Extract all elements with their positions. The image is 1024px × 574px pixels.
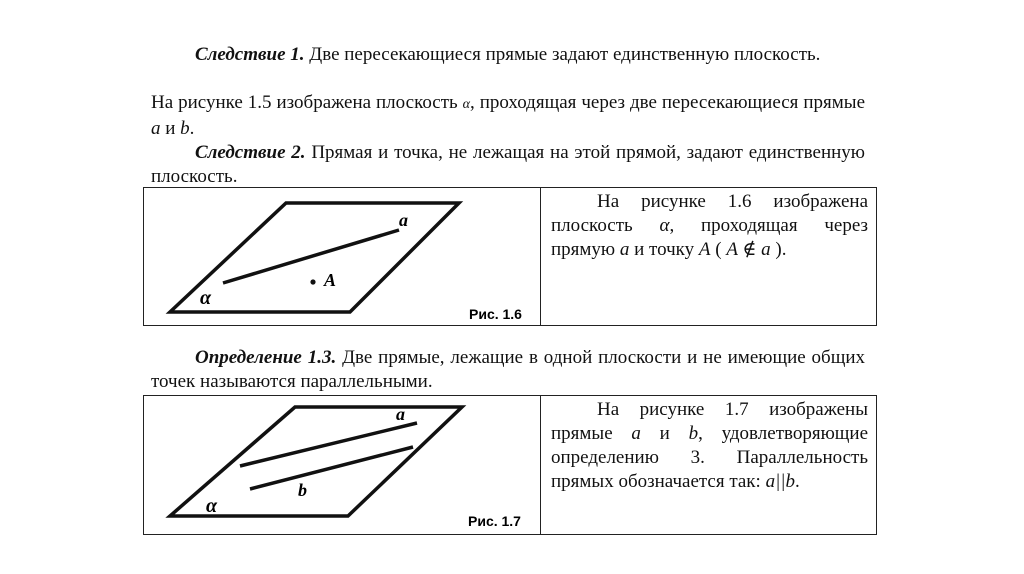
fig-15-text-2: , проходящая через две пересекающиеся прямые (470, 92, 865, 113)
paren-close: ). (770, 239, 787, 260)
fig-15-paragraph (151, 91, 865, 141)
line-a (240, 423, 417, 466)
plane-alpha-label: α (206, 495, 218, 517)
not-in-notation: A ∉ a (726, 239, 771, 260)
fig-16-text-3: и точку (629, 239, 699, 260)
figure-1-7-description (541, 396, 877, 535)
line-a-symbol: a (151, 118, 161, 139)
fig-17-text-2: , удовлетворяющие определению 3. Параллельность прямых обозначается так: (551, 423, 868, 492)
fig-16-text-1: На рисунке 1.6 изображена плоскость (551, 191, 868, 236)
line-b-label: b (298, 480, 307, 500)
parallel-notation: a||b (765, 471, 796, 492)
figure-1-6-description (541, 188, 877, 326)
fig-16-text-2: , проходящая через прямую (551, 215, 868, 260)
figure-1-7-cell (144, 396, 541, 535)
figure-1-7-drawing (144, 396, 540, 534)
corollary-1-text: Две пересекающиеся прямые задают единственную плоскость. (304, 44, 821, 65)
point-a-symbol: A (698, 239, 711, 260)
line-a-symbol: a (619, 239, 630, 260)
corollary-2 (151, 141, 865, 189)
figure-1-7-caption: Рис. 1.7 (468, 513, 521, 529)
figure-1-6-cell (144, 188, 541, 326)
definition-label: Определение 1.3. (195, 347, 337, 368)
figure-1-6-caption: Рис. 1.6 (469, 306, 522, 322)
corollary-2-text: Прямая и точка, не лежащая на этой прямой, задают единственную плоскость. (151, 142, 865, 187)
corollary-1 (151, 43, 865, 67)
figure-1-6-table (143, 187, 877, 326)
fig-17-text-1: На рисунке 1.7 изображены прямые (551, 399, 868, 444)
period: . (795, 471, 800, 492)
fig-15-text-1: На рисунке 1.5 изображена плоскость (151, 92, 463, 113)
paren-open: ( (710, 239, 727, 260)
line-a-label: a (399, 210, 408, 230)
alpha-symbol: α (462, 97, 471, 112)
line-b-symbol: b (688, 423, 699, 444)
period: . (189, 118, 195, 139)
line-a-symbol: a (631, 423, 641, 444)
corollary-2-label: Следствие 2. (195, 142, 306, 163)
line-b (250, 447, 413, 489)
line-b-symbol: b (180, 118, 190, 139)
definition-1-3 (151, 346, 865, 394)
line-a-label: a (396, 404, 405, 424)
and-word: и (160, 118, 181, 139)
figure-1-6-drawing (144, 188, 540, 325)
corollary-1-label: Следствие 1. (195, 44, 305, 65)
plane-alpha-label: α (200, 287, 212, 309)
figure-1-7-table (143, 395, 877, 535)
definition-text: Две прямые, лежащие в одной плоскости и не имеющие общих точек называются параллельными. (151, 347, 865, 392)
plane-parallelogram (170, 203, 459, 312)
and-word: и (640, 423, 689, 444)
point-a-label: A (324, 270, 337, 290)
point-a (310, 279, 315, 284)
alpha-symbol: α (659, 215, 670, 236)
